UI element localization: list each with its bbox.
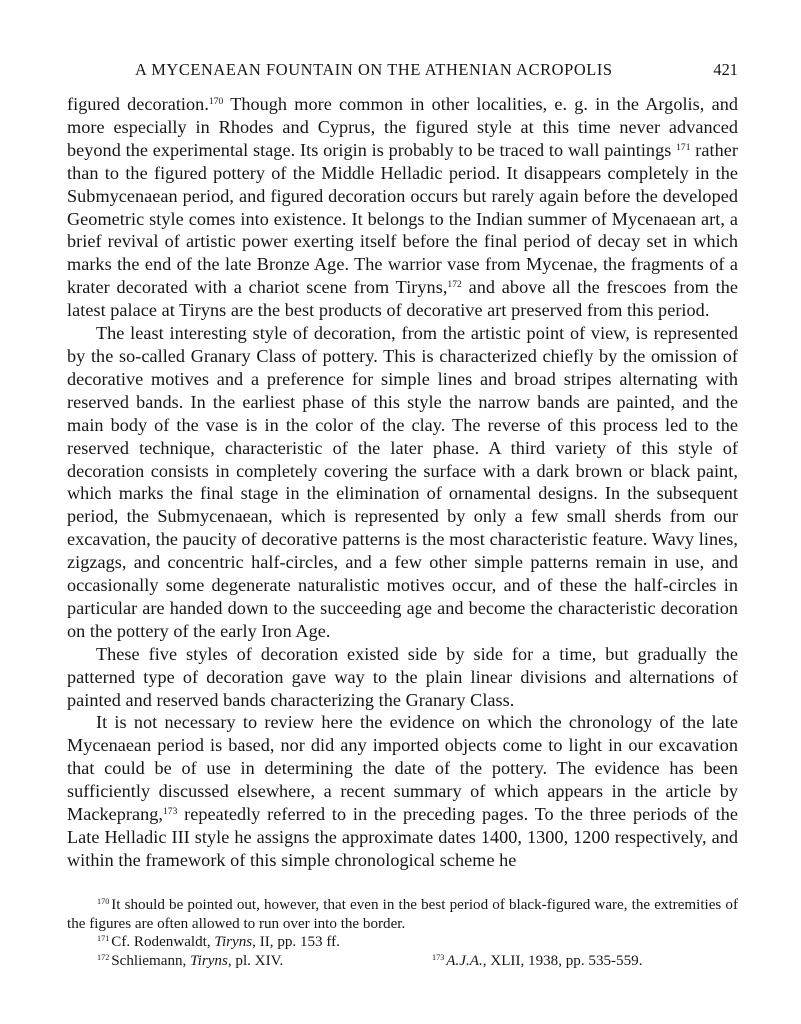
footnote-ref-173[interactable]: 173 [163, 807, 178, 818]
footnote-172: $^{172}$ Schliemann, Tiryns, pl. XIV. [97, 952, 284, 969]
paragraph-3: These five styles of decoration existed side by side for a time, but gradually the patterned type of decoration gave way to the plain linear divisions and alternations of painted and reserved bands characterizing the Granary Class. [67, 643, 738, 710]
paragraph-2: The least interesting style of decoration, from the artistic point of view, is represented by the so-called Granary Class of pottery. This is characterized chiefly by the omission of decorative motives and a preference for simple lines and broad stripes alternating with reserved bands. In the earliest phase of this style the narrow bands are painted, and the main body of the vase is in the color of the clay. The reverse of this process led to the reserved technique, characteristic of the later phase. A third variety of this style of decoration consists in completely covering the surface with a dark brown or black paint, which marks the final stage in the elimination of ornamental designs. In the subsequent period, the Submycenaean, which is represented by only a few small sherds from our excavation, the paucity of decorative patterns is the most characteristic feature. Wavy lines, zigzags, and concentric half-circles, and a few other simple patterns remain in use, and occasionally some degenerate naturalistic motives occur, and of these the half-circles in particular are handed down to the succeeding age and become the characteristic decoration on the pottery of the early Iron Age. [67, 323, 738, 641]
footnote-row-172-173 [67, 952, 738, 971]
footnote-ref-170[interactable]: 170 [208, 97, 224, 107]
running-title: A MYCENAEAN FOUNTAIN ON THE ATHENIAN ACROPOLIS [135, 60, 613, 79]
page-number: 421 [713, 60, 738, 79]
footnote-ref-171[interactable]: 171 [676, 142, 691, 153]
main-text [67, 93, 738, 872]
footnote-ref-172[interactable]: 172 [447, 280, 462, 291]
paragraph-4: It is not necessary to review here the evidence on which the chronology of the late Mycenaean period is based, nor did any imported objects come to light in our excavation that could be of use in determining the date of the pottery. The evidence has been sufficiently discussed elsewhere, a recent summary of which appears in the article by Mackeprang,$^{173}$ repeatedly referred to in the preceding pages. To the three periods of the Late Helladic III style he assigns the approximate dates 1400, 1300, 1200 respectively, and within the framework of this simple chronological scheme he [67, 712, 738, 870]
running-head [67, 58, 738, 82]
footnote-173: $^{173}$ A.J.A., XLII, 1938, pp. 535-559. [432, 952, 643, 969]
footnote-170: $^{170}$ It should be pointed out, however, that even in the best period of black-figured ware, the extremities of the figures are often allowed to run over into the border. [67, 897, 738, 932]
paragraph-1: figured decoration.$^{170}$ Though more common in other localities, e. g. in the Argolis, and more especially in Rhodes and Cyprus, the figured style at this time never advanced beyond the experimental stage. Its origin is probably to be traced to wall paintings $^{171}$ rather than to the figured pottery of the Middle Helladic period. It disappears completely in the Submycenaean period, and figured decoration occurs but rarely again before the developed Geometric style comes into existence. It belongs to the Indian summer of Mycenaean art, a brief revival of artistic power exerting itself before the final period of decay set in which marks the end of the late Bronze Age. The warrior vase from Mycenae, the fragments of a krater decorated with a chariot scene from Tiryns,$^{172}$ and above all the frescoes from the latest palace at Tiryns are the best products of decorative art preserved from this period. [67, 94, 738, 321]
footnote-171: $^{171}$ Cf. Rodenwaldt, Tiryns, II, pp. 153 ff. [97, 934, 340, 951]
footnotes [67, 896, 738, 970]
